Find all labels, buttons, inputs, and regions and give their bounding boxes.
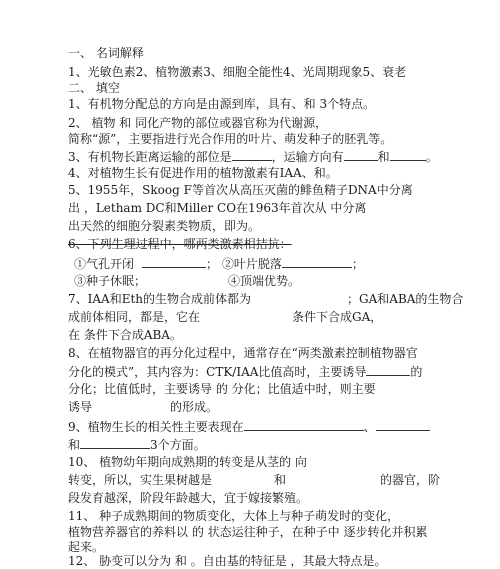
fill-line-5c: 出天然的细胞分裂素类物质，即为。 [68,219,261,233]
section1-terms: 1、光敏色素2、植物激素3、细胞全能性4、光周期现象5、衰老 [68,65,407,79]
fill-line-9a: 9、植物生长的相关性主要表现在 、 [68,418,500,435]
blank [366,363,410,376]
fill-line-8a: 8、在植物器官的再分化过程中，通常存在“两类激素控制植物器官 [68,346,418,360]
fill-line-7c: 在 条件下合成ABA。 [68,328,182,342]
fill-line-11a: 11、 种子成熟期间的物质变化，大体上与种子萌发时的变化， [68,509,400,523]
fill-line-9b: 和 3个方面。 [68,438,206,452]
fill-line-11b: 植物营养器官的养料以 的 状态运往种子，在种子中 逐步转化并积累 [68,525,428,539]
blank [282,255,352,268]
section1-heading: 一、 名词解释 [68,46,144,60]
fill-line-5b: 出 ，Letham DC和Miller CO在1963年首次从 中分离 [68,201,367,215]
blank [232,148,272,161]
blank [244,418,364,431]
section2-heading: 二、 填空 [68,81,120,95]
blank [344,148,378,161]
fill-line-10b: 转变，所以，实生果树越是 和 的器官，阶 [68,473,441,487]
fill-line-8b: 分化的模式”，其内容为：CTK/IAA比值高时，主要诱导 的 [68,365,423,379]
fill-line-3: 3、有机物长距离运输的部位是 ，运输方向有 和 。 [68,150,438,164]
fill-line-5a: 5、1955年，Skoog F等首次从高压灭菌的鲱鱼精子DNA中分离 [68,183,413,197]
blank [376,418,430,431]
fill-line-10c: 段发育越深，阶段年龄越大，宜于嫁接繁殖。 [68,491,309,505]
fill-line-1: 1、有机物分配总的方向是由源到库，具有、和 3个特点。 [68,97,376,111]
fill-line-8d: 诱导 的形成。 [68,400,219,414]
blank [390,148,426,161]
fill-line-10a: 10、 植物幼年期向成熟期的转变是从茎的 向 [68,455,307,469]
blank [80,436,150,449]
fill-line-12: 12、 胁变可以分为 和 。自由基的特征是 ，其最大特点是。 [68,554,387,568]
fill-line-4: 4、对植物生长有促进作用的植物激素有IAA、和。 [68,166,338,180]
fill-line-6: 6、下列生理过程中，哪两类激素相拮抗： [68,237,292,251]
fill-line-2a: 2、 植物 和 同化产物的部位或器官称为代谢源， [68,116,328,130]
blank [142,255,206,268]
fill-line-11c: 起来。 [68,540,105,554]
fill-line-7a: 7、IAA和Eth的生物合成前体都为 ；GA和ABA的生物合 [68,292,464,306]
fill-line-6b: ③种子休眠； ④顶端优势。 [74,274,301,288]
fill-line-7b: 成前体相同，都是，它在 条件下合成GA， [68,310,383,324]
fill-line-2b: 简称“源”，主要指进行光合作用的叶片、萌发种子的胚乳等。 [68,132,393,146]
fill-line-6a: ①气孔开闭 ； ②叶片脱落 ； [74,257,364,271]
fill-line-8c: 分化；比值低时，主要诱导 的 分化；比值适中时，则主要 [68,382,376,396]
